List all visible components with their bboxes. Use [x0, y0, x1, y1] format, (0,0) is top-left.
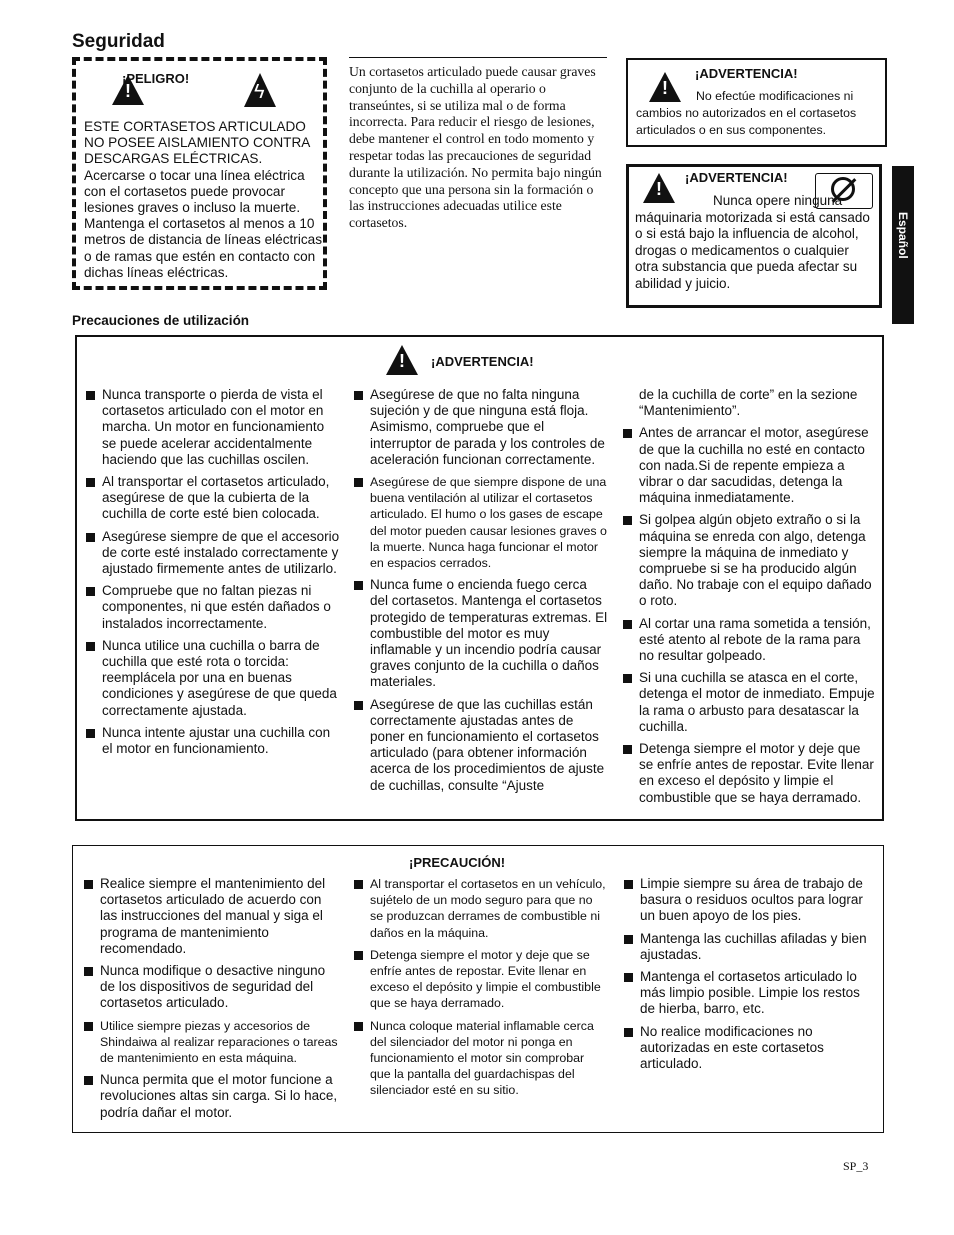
page-number: SP_3 [843, 1159, 869, 1173]
list-item: No realice modificaciones no autorizadas en este cortasetos articulado. [624, 1024, 878, 1073]
list-item: Detenga siempre el motor y deje que se enfríe antes de repostar. Evite llenar en exceso el depósito y limpie el combustible que se haya derramado. [623, 741, 877, 806]
warning-column-3 [623, 387, 877, 812]
danger-header: ¡PELIGRO! [122, 71, 190, 86]
warning-box-header: ¡ADVERTENCIA! [431, 354, 534, 369]
warning-triangle-icon [386, 345, 418, 375]
list-item: Nunca modifique o desactive ninguno de los dispositivos de seguridad del cortasetos articulado. [84, 963, 338, 1012]
list-item: Si una cuchilla se atasca en el corte, detenga el motor de inmediato. Empuje la rama o arbusto para desatascar la cuchilla. [623, 670, 877, 735]
list-item: Nunca utilice una cuchilla o barra de cuchilla que esté rota o torcida: reemplácela por una en buenas condiciones y asegúrese de que queda correctamente ajustada. [86, 638, 340, 719]
list-item: Nunca permita que el motor funcione a revoluciones altas sin carga. Si lo hace, podría dañar el motor. [84, 1072, 338, 1121]
list-item: Asegúrese de que siempre dispone de una buena ventilación al utilizar el cortasetos articulado. El humo o los gases de escape del motor pueden causar lesiones graves o la muerte. Nunca haga funcionar el motor en espacios cerrados. [354, 474, 608, 571]
warning-column-1 [86, 387, 340, 763]
list-item: Mantenga las cuchillas afiladas y bien ajustadas. [624, 931, 878, 963]
list-item: Si golpea algún objeto extraño o si la máquina se enreda con algo, detenga siempre la máquina de inmediato y compruebe si se ha producido algún daño. No trabaje con el equipo dañado o roto. [623, 512, 877, 609]
list-item: Asegúrese de que las cuchillas están correctamente ajustadas antes de poner en funcionamiento el cortasetos articulado (para obtener información acerca de los procedimientos de ajuste de cuchillas, consulte “Ajuste [354, 697, 608, 794]
list-item: Detenga siempre el motor y deje que se enfríe antes de repostar. Evite llenar en exceso el depósito y limpie el combustible que se haya derramado. [354, 947, 608, 1012]
danger-box [72, 57, 327, 290]
language-label: Español [896, 212, 910, 259]
warning-box-modifications [626, 58, 887, 147]
caution-column-2 [354, 876, 608, 1105]
list-item: Asegúrese de que no falta ninguna sujeción y de que ninguna está floja. Asimismo, compruebe que el interruptor de parada y los controles de aceleración funcionan correctamente. [354, 387, 608, 468]
caution-box-header: ¡PRECAUCIÓN! [409, 855, 506, 870]
caution-column-3 [624, 876, 878, 1078]
warning-header: ¡ADVERTENCIA! [685, 170, 788, 185]
precautions-title: Precauciones de utilización [72, 313, 250, 328]
list-item: Nunca fume o encienda fuego cerca del cortasetos. Mantenga el cortasetos protegido de temperaturas extremas. El combustible del motor es muy inflamable y un incendio podría causar graves conjunto de la cuchilla o daños materiales. [354, 577, 608, 690]
list-item: Utilice siempre piezas y accesorios de Shindaiwa al realizar reparaciones o tareas de mantenimiento en esta máquina. [84, 1018, 338, 1067]
list-item: Nunca intente ajustar una cuchilla con el motor en funcionamiento. [86, 725, 340, 757]
caution-box [72, 845, 884, 1133]
list-item: Limpie siempre su área de trabajo de basura o residuos ocultos para lograr un buen apoyo de los pies. [624, 876, 878, 925]
list-item: Compruebe que no faltan piezas ni componentes, ni que estén dañados o instalados incorrectamente. [86, 583, 340, 632]
warning-text: Nunca opere ninguna máquinaria motorizada si está cansado o si está bajo la influencia de alcohol, drogas o medicamentos o cualquier otra substancia que pueda afectar su abilidad y juicio. [635, 193, 870, 291]
danger-text: ESTE CORTASETOS ARTICULADO NO POSEE AISLAMIENTO CONTRA DESCARGAS ELÉCTRICAS. Acercarse o tocar una línea eléctrica con el cortasetos puede provocar lesiones graves o incluso la muerte. Mantenga el cortasetos al menos a 10 metros de distancia de líneas eléctricas o de ramas que estén en contacto con dichas líneas eléctricas. [84, 119, 323, 280]
list-item: Antes de arrancar el motor, asegúrese de que la cuchilla no esté en contacto con nada.Si de repente empieza a vibrar o dar sacudidas, detenga la máquina inmediatamente. [623, 425, 877, 506]
list-item: Nunca transporte o pierda de vista el cortasetos articulado con el motor en marcha. Un motor en funcionamiento se puede acelerar accidentalmente haciendo que las cuchillas oscilen. [86, 387, 340, 468]
list-item: Nunca coloque material inflamable cerca del silenciador del motor ni ponga en funcionamiento el motor sin comprobar que la pantalla del guardachispas del silenciador esté en su sitio. [354, 1018, 608, 1099]
warning-header: ¡ADVERTENCIA! [695, 66, 798, 81]
list-item: Al cortar una rama sometida a tensión, esté atento al rebote de la rama para no resultar golpeado. [623, 616, 877, 665]
list-item: Al transportar el cortasetos en un vehículo, sujételo de un modo seguro para que no se produzcan derrames de combustible ni daños en la máquina. [354, 876, 608, 941]
list-item: Mantenga el cortasetos articulado lo más limpio posible. Limpie los restos de hierba, barro, etc. [624, 969, 878, 1018]
list-item-continuation: de la cuchilla de corte” en la sezione “Mantenimiento”. [639, 387, 858, 419]
intro-paragraph: Un cortasetos articulado puede causar graves conjunto de la cuchilla al operario o transeúntes, si se utiliza mal o de forma incorrecta. Para reducir el riesgo de lesiones, debe mantener el control en todo momento y respetar todas las precauciones de seguridad durante la utilización. No permita bajo ningún concepto que una persona sin la formación o las instrucciones adecuadas utilice este cortasetos. [349, 57, 607, 232]
warning-column-2 [354, 387, 608, 800]
warning-precautions-box [75, 335, 884, 821]
list-item: Realice siempre el mantenimiento del cortasetos articulado de acuerdo con las instrucciones del manual y siga el programa de mantenimiento recomendado. [84, 876, 338, 957]
warning-text: No efectúe modificaciones ni cambios no autorizados en el cortasetos articulados o en sus componentes. [636, 89, 857, 137]
list-item: Al transportar el cortasetos articulado, asegúrese de que la cubierta de la cuchilla de corte esté bien colocada. [86, 474, 340, 523]
list-item: Asegúrese siempre de que el accesorio de corte esté instalado correctamente y ajustado firmemente antes de utilizarlo. [86, 529, 340, 578]
electric-shock-icon [244, 73, 276, 107]
caution-column-1 [84, 876, 338, 1127]
language-side-tab [892, 166, 914, 324]
section-title: Seguridad [72, 31, 165, 52]
warning-box-fatigue [626, 164, 882, 308]
